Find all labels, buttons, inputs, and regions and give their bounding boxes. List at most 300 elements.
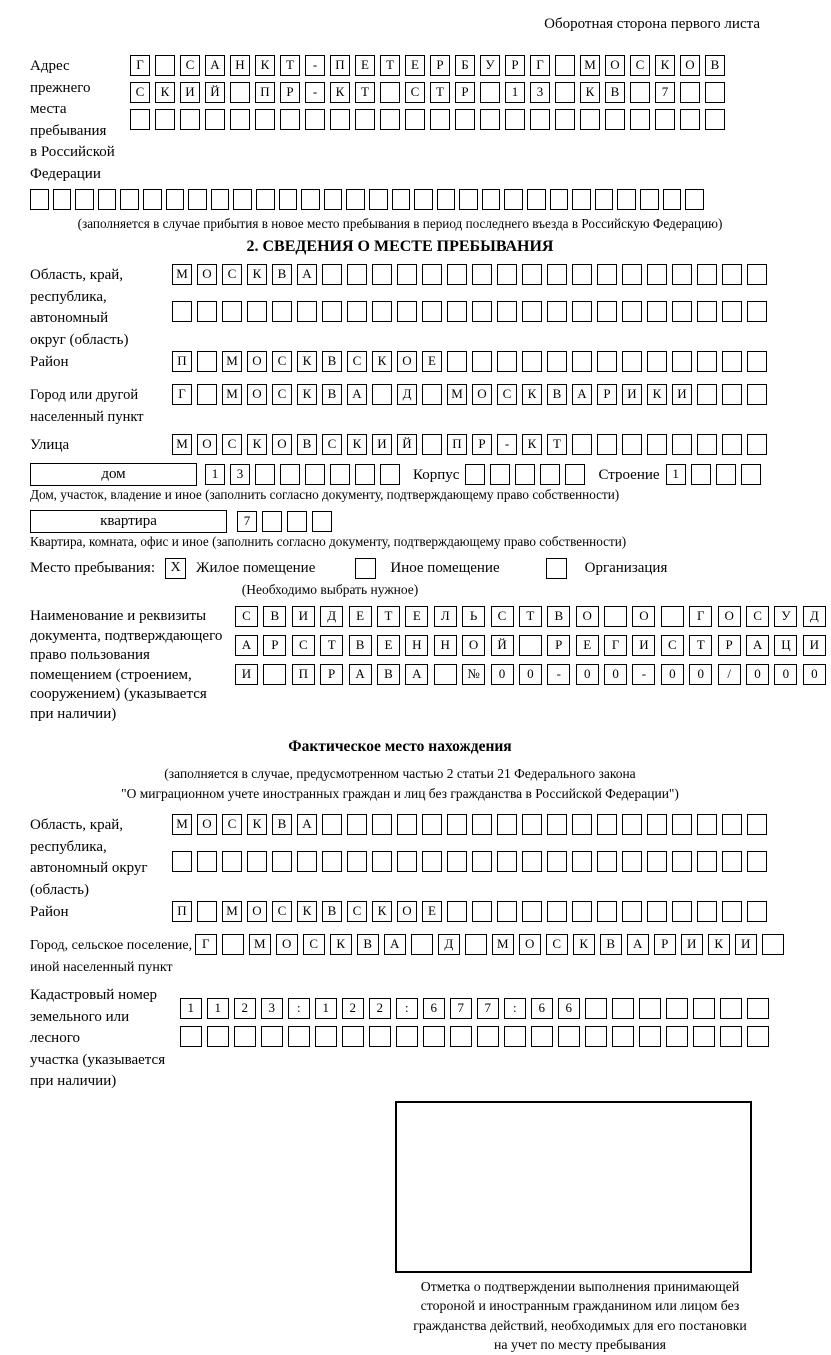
char-cell[interactable]: О <box>472 384 492 405</box>
char-cell[interactable]: Е <box>576 635 599 656</box>
char-cell[interactable] <box>233 189 252 210</box>
char-cell[interactable] <box>172 301 192 322</box>
char-cell[interactable]: О <box>272 434 292 455</box>
char-cell[interactable]: А <box>205 55 225 76</box>
char-cell[interactable] <box>527 189 546 210</box>
char-cell[interactable] <box>672 434 692 455</box>
char-cell[interactable] <box>397 264 417 285</box>
char-cell[interactable]: О <box>680 55 700 76</box>
char-cell[interactable] <box>663 189 682 210</box>
char-cell[interactable] <box>672 901 692 922</box>
char-cell[interactable] <box>762 934 784 955</box>
char-cell[interactable]: В <box>377 664 400 685</box>
char-cell[interactable]: С <box>272 901 292 922</box>
char-cell[interactable]: К <box>573 934 595 955</box>
char-cell[interactable] <box>555 82 575 103</box>
char-cell[interactable] <box>315 1026 337 1047</box>
char-cell[interactable]: А <box>384 934 406 955</box>
char-cell[interactable]: И <box>180 82 200 103</box>
char-cell[interactable] <box>197 901 217 922</box>
char-cell[interactable] <box>380 109 400 130</box>
char-cell[interactable]: Р <box>320 664 343 685</box>
char-cell[interactable] <box>597 434 617 455</box>
char-cell[interactable]: Н <box>230 55 250 76</box>
char-cell[interactable] <box>230 109 250 130</box>
char-cell[interactable] <box>261 1026 283 1047</box>
char-cell[interactable]: С <box>497 384 517 405</box>
char-cell[interactable] <box>647 351 667 372</box>
char-cell[interactable] <box>722 384 742 405</box>
char-cell[interactable]: С <box>303 934 325 955</box>
char-cell[interactable] <box>280 464 300 485</box>
char-cell[interactable]: О <box>397 351 417 372</box>
char-cell[interactable] <box>497 851 517 872</box>
char-cell[interactable]: Е <box>377 635 400 656</box>
char-cell[interactable]: К <box>372 901 392 922</box>
char-cell[interactable]: 1 <box>666 464 686 485</box>
char-cell[interactable] <box>747 998 769 1019</box>
checkbox-inoe[interactable] <box>355 558 376 579</box>
char-cell[interactable]: В <box>272 264 292 285</box>
char-cell[interactable]: А <box>572 384 592 405</box>
char-cell[interactable]: Р <box>718 635 741 656</box>
char-cell[interactable] <box>437 189 456 210</box>
char-cell[interactable]: 7 <box>477 998 499 1019</box>
char-cell[interactable]: 0 <box>746 664 769 685</box>
char-cell[interactable]: К <box>247 434 267 455</box>
char-cell[interactable] <box>685 189 704 210</box>
char-cell[interactable]: И <box>622 384 642 405</box>
char-cell[interactable]: О <box>197 814 217 835</box>
char-cell[interactable]: : <box>288 998 310 1019</box>
char-cell[interactable]: Д <box>320 606 343 627</box>
char-cell[interactable] <box>301 189 320 210</box>
char-cell[interactable]: 3 <box>530 82 550 103</box>
char-cell[interactable] <box>120 189 139 210</box>
char-cell[interactable] <box>447 351 467 372</box>
char-cell[interactable]: - <box>497 434 517 455</box>
char-cell[interactable] <box>372 384 392 405</box>
char-cell[interactable]: М <box>222 901 242 922</box>
char-cell[interactable]: И <box>681 934 703 955</box>
char-cell[interactable] <box>522 814 542 835</box>
char-cell[interactable]: И <box>372 434 392 455</box>
char-cell[interactable]: С <box>222 814 242 835</box>
char-cell[interactable] <box>672 351 692 372</box>
char-cell[interactable] <box>697 301 717 322</box>
char-cell[interactable] <box>522 351 542 372</box>
char-cell[interactable] <box>572 434 592 455</box>
char-cell[interactable] <box>661 606 684 627</box>
char-cell[interactable]: Г <box>604 635 627 656</box>
char-cell[interactable]: О <box>718 606 741 627</box>
char-cell[interactable] <box>722 851 742 872</box>
char-cell[interactable]: 0 <box>604 664 627 685</box>
char-cell[interactable]: - <box>305 82 325 103</box>
char-cell[interactable] <box>672 264 692 285</box>
char-cell[interactable] <box>447 851 467 872</box>
char-cell[interactable] <box>472 851 492 872</box>
char-cell[interactable] <box>447 264 467 285</box>
char-cell[interactable]: И <box>632 635 655 656</box>
char-cell[interactable]: Ц <box>774 635 797 656</box>
char-cell[interactable]: О <box>247 384 267 405</box>
char-cell[interactable] <box>572 851 592 872</box>
char-cell[interactable]: Б <box>455 55 475 76</box>
char-cell[interactable] <box>98 189 117 210</box>
char-cell[interactable]: С <box>630 55 650 76</box>
char-cell[interactable] <box>455 109 475 130</box>
char-cell[interactable] <box>234 1026 256 1047</box>
char-cell[interactable]: 0 <box>689 664 712 685</box>
char-cell[interactable]: А <box>746 635 769 656</box>
char-cell[interactable] <box>465 934 487 955</box>
char-cell[interactable] <box>322 814 342 835</box>
char-cell[interactable] <box>423 1026 445 1047</box>
char-cell[interactable]: С <box>661 635 684 656</box>
char-cell[interactable]: М <box>580 55 600 76</box>
char-cell[interactable] <box>622 264 642 285</box>
char-cell[interactable] <box>547 814 567 835</box>
checkbox-zhiloe[interactable]: X <box>165 558 186 579</box>
char-cell[interactable]: Р <box>280 82 300 103</box>
char-cell[interactable] <box>697 264 717 285</box>
char-cell[interactable]: К <box>522 384 542 405</box>
char-cell[interactable] <box>255 464 275 485</box>
char-cell[interactable] <box>355 464 375 485</box>
char-cell[interactable]: К <box>655 55 675 76</box>
char-cell[interactable] <box>612 998 634 1019</box>
char-cell[interactable] <box>472 814 492 835</box>
char-cell[interactable] <box>720 1026 742 1047</box>
char-cell[interactable] <box>222 851 242 872</box>
char-cell[interactable] <box>558 1026 580 1047</box>
char-cell[interactable] <box>705 109 725 130</box>
char-cell[interactable]: К <box>247 814 267 835</box>
char-cell[interactable] <box>482 189 501 210</box>
char-cell[interactable] <box>397 814 417 835</box>
char-cell[interactable] <box>572 301 592 322</box>
char-cell[interactable] <box>617 189 636 210</box>
char-cell[interactable]: С <box>235 606 258 627</box>
char-cell[interactable] <box>396 1026 418 1047</box>
char-cell[interactable] <box>405 109 425 130</box>
char-cell[interactable] <box>430 109 450 130</box>
char-cell[interactable] <box>550 189 569 210</box>
char-cell[interactable] <box>497 264 517 285</box>
char-cell[interactable]: / <box>718 664 741 685</box>
char-cell[interactable] <box>697 814 717 835</box>
char-cell[interactable]: 1 <box>180 998 202 1019</box>
char-cell[interactable]: Т <box>519 606 542 627</box>
char-cell[interactable]: Т <box>380 55 400 76</box>
char-cell[interactable] <box>722 814 742 835</box>
char-cell[interactable]: Р <box>547 635 570 656</box>
char-cell[interactable] <box>747 351 767 372</box>
char-cell[interactable] <box>722 351 742 372</box>
char-cell[interactable]: Р <box>654 934 676 955</box>
char-cell[interactable] <box>622 814 642 835</box>
char-cell[interactable] <box>272 301 292 322</box>
char-cell[interactable] <box>422 264 442 285</box>
char-cell[interactable]: В <box>357 934 379 955</box>
char-cell[interactable] <box>380 82 400 103</box>
char-cell[interactable] <box>172 851 192 872</box>
char-cell[interactable] <box>572 814 592 835</box>
char-cell[interactable]: М <box>172 434 192 455</box>
char-cell[interactable]: Р <box>263 635 286 656</box>
char-cell[interactable]: С <box>405 82 425 103</box>
char-cell[interactable] <box>459 189 478 210</box>
char-cell[interactable]: Д <box>438 934 460 955</box>
char-cell[interactable] <box>647 434 667 455</box>
char-cell[interactable] <box>422 814 442 835</box>
char-cell[interactable]: И <box>672 384 692 405</box>
char-cell[interactable] <box>372 851 392 872</box>
char-cell[interactable] <box>207 1026 229 1047</box>
char-cell[interactable] <box>280 109 300 130</box>
char-cell[interactable] <box>434 664 457 685</box>
char-cell[interactable] <box>693 998 715 1019</box>
char-cell[interactable]: К <box>647 384 667 405</box>
char-cell[interactable] <box>180 1026 202 1047</box>
char-cell[interactable] <box>530 109 550 130</box>
char-cell[interactable] <box>647 814 667 835</box>
char-cell[interactable]: 6 <box>531 998 553 1019</box>
char-cell[interactable] <box>197 301 217 322</box>
char-cell[interactable]: - <box>547 664 570 685</box>
char-cell[interactable]: В <box>263 606 286 627</box>
char-cell[interactable] <box>197 351 217 372</box>
char-cell[interactable] <box>555 109 575 130</box>
char-cell[interactable] <box>346 189 365 210</box>
char-cell[interactable]: Е <box>355 55 375 76</box>
char-cell[interactable] <box>397 301 417 322</box>
char-cell[interactable]: Е <box>349 606 372 627</box>
char-cell[interactable]: Р <box>505 55 525 76</box>
char-cell[interactable] <box>595 189 614 210</box>
char-cell[interactable] <box>522 264 542 285</box>
char-cell[interactable]: Е <box>422 901 442 922</box>
char-cell[interactable] <box>639 998 661 1019</box>
char-cell[interactable] <box>622 434 642 455</box>
char-cell[interactable]: Ь <box>462 606 485 627</box>
char-cell[interactable]: В <box>547 384 567 405</box>
char-cell[interactable]: Т <box>430 82 450 103</box>
char-cell[interactable]: Е <box>405 606 428 627</box>
char-cell[interactable]: 7 <box>450 998 472 1019</box>
char-cell[interactable]: К <box>247 264 267 285</box>
char-cell[interactable]: А <box>235 635 258 656</box>
char-cell[interactable] <box>497 301 517 322</box>
char-cell[interactable] <box>75 189 94 210</box>
char-cell[interactable]: У <box>774 606 797 627</box>
char-cell[interactable] <box>666 998 688 1019</box>
char-cell[interactable]: О <box>276 934 298 955</box>
char-cell[interactable]: Н <box>434 635 457 656</box>
char-cell[interactable] <box>741 464 761 485</box>
char-cell[interactable]: С <box>746 606 769 627</box>
char-cell[interactable]: А <box>405 664 428 685</box>
char-cell[interactable] <box>555 55 575 76</box>
char-cell[interactable]: 2 <box>342 998 364 1019</box>
char-cell[interactable] <box>480 82 500 103</box>
char-cell[interactable] <box>547 301 567 322</box>
char-cell[interactable] <box>585 998 607 1019</box>
char-cell[interactable] <box>155 55 175 76</box>
char-cell[interactable] <box>647 851 667 872</box>
char-cell[interactable] <box>347 301 367 322</box>
char-cell[interactable] <box>697 351 717 372</box>
char-cell[interactable] <box>515 464 535 485</box>
char-cell[interactable] <box>572 901 592 922</box>
char-cell[interactable]: С <box>292 635 315 656</box>
char-cell[interactable]: А <box>297 814 317 835</box>
char-cell[interactable]: С <box>180 55 200 76</box>
char-cell[interactable]: К <box>330 934 352 955</box>
char-cell[interactable] <box>622 301 642 322</box>
char-cell[interactable] <box>312 511 332 532</box>
char-cell[interactable]: С <box>322 434 342 455</box>
char-cell[interactable] <box>547 264 567 285</box>
char-cell[interactable] <box>572 264 592 285</box>
char-cell[interactable] <box>166 189 185 210</box>
char-cell[interactable]: С <box>272 351 292 372</box>
char-cell[interactable]: 1 <box>207 998 229 1019</box>
char-cell[interactable]: С <box>347 901 367 922</box>
char-cell[interactable]: С <box>347 351 367 372</box>
char-cell[interactable]: Т <box>280 55 300 76</box>
char-cell[interactable]: Й <box>397 434 417 455</box>
char-cell[interactable] <box>279 189 298 210</box>
char-cell[interactable] <box>472 301 492 322</box>
char-cell[interactable]: В <box>349 635 372 656</box>
char-cell[interactable] <box>372 301 392 322</box>
char-cell[interactable]: К <box>297 384 317 405</box>
char-cell[interactable] <box>585 1026 607 1047</box>
char-cell[interactable] <box>330 464 350 485</box>
char-cell[interactable] <box>722 434 742 455</box>
char-cell[interactable]: 1 <box>205 464 225 485</box>
char-cell[interactable]: И <box>735 934 757 955</box>
char-cell[interactable]: П <box>255 82 275 103</box>
char-cell[interactable]: О <box>605 55 625 76</box>
char-cell[interactable] <box>597 264 617 285</box>
char-cell[interactable] <box>747 814 767 835</box>
char-cell[interactable]: Р <box>455 82 475 103</box>
char-cell[interactable] <box>630 109 650 130</box>
char-cell[interactable] <box>380 464 400 485</box>
char-cell[interactable] <box>490 464 510 485</box>
char-cell[interactable] <box>747 901 767 922</box>
char-cell[interactable]: Й <box>205 82 225 103</box>
char-cell[interactable] <box>347 264 367 285</box>
char-cell[interactable] <box>680 109 700 130</box>
char-cell[interactable]: В <box>705 55 725 76</box>
char-cell[interactable]: О <box>247 351 267 372</box>
char-cell[interactable]: П <box>172 351 192 372</box>
char-cell[interactable] <box>519 635 542 656</box>
char-cell[interactable] <box>647 264 667 285</box>
char-cell[interactable]: К <box>297 351 317 372</box>
char-cell[interactable]: Т <box>355 82 375 103</box>
char-cell[interactable]: К <box>255 55 275 76</box>
char-cell[interactable]: К <box>372 351 392 372</box>
char-cell[interactable] <box>188 189 207 210</box>
char-cell[interactable] <box>322 851 342 872</box>
char-cell[interactable] <box>472 264 492 285</box>
char-cell[interactable] <box>330 109 350 130</box>
char-cell[interactable]: А <box>297 264 317 285</box>
char-cell[interactable] <box>450 1026 472 1047</box>
char-cell[interactable] <box>691 464 711 485</box>
char-cell[interactable] <box>639 1026 661 1047</box>
char-cell[interactable]: Д <box>397 384 417 405</box>
char-cell[interactable] <box>680 82 700 103</box>
char-cell[interactable]: 2 <box>369 998 391 1019</box>
char-cell[interactable]: Г <box>530 55 550 76</box>
char-cell[interactable]: С <box>491 606 514 627</box>
char-cell[interactable] <box>372 264 392 285</box>
char-cell[interactable] <box>722 301 742 322</box>
char-cell[interactable]: С <box>272 384 292 405</box>
char-cell[interactable] <box>197 851 217 872</box>
char-cell[interactable]: Г <box>689 606 712 627</box>
char-cell[interactable]: 0 <box>661 664 684 685</box>
char-cell[interactable]: О <box>462 635 485 656</box>
char-cell[interactable] <box>369 189 388 210</box>
char-cell[interactable]: 0 <box>774 664 797 685</box>
char-cell[interactable]: М <box>447 384 467 405</box>
char-cell[interactable]: В <box>322 351 342 372</box>
char-cell[interactable] <box>414 189 433 210</box>
char-cell[interactable]: М <box>172 264 192 285</box>
char-cell[interactable]: : <box>504 998 526 1019</box>
char-cell[interactable] <box>522 301 542 322</box>
char-cell[interactable] <box>672 814 692 835</box>
char-cell[interactable]: К <box>580 82 600 103</box>
char-cell[interactable] <box>572 189 591 210</box>
char-cell[interactable]: С <box>222 434 242 455</box>
char-cell[interactable] <box>655 109 675 130</box>
char-cell[interactable]: 7 <box>237 511 257 532</box>
char-cell[interactable]: О <box>197 434 217 455</box>
char-cell[interactable]: К <box>347 434 367 455</box>
char-cell[interactable]: 7 <box>655 82 675 103</box>
char-cell[interactable]: Т <box>320 635 343 656</box>
char-cell[interactable] <box>472 901 492 922</box>
char-cell[interactable] <box>647 301 667 322</box>
char-cell[interactable] <box>697 851 717 872</box>
char-cell[interactable]: В <box>600 934 622 955</box>
char-cell[interactable]: Г <box>172 384 192 405</box>
char-cell[interactable] <box>322 264 342 285</box>
char-cell[interactable] <box>722 264 742 285</box>
char-cell[interactable]: Л <box>434 606 457 627</box>
char-cell[interactable] <box>222 301 242 322</box>
char-cell[interactable] <box>480 109 500 130</box>
char-cell[interactable]: М <box>222 351 242 372</box>
char-cell[interactable] <box>465 464 485 485</box>
char-cell[interactable] <box>547 901 567 922</box>
char-cell[interactable]: Й <box>491 635 514 656</box>
char-cell[interactable] <box>640 189 659 210</box>
char-cell[interactable] <box>263 664 286 685</box>
char-cell[interactable] <box>288 1026 310 1047</box>
char-cell[interactable]: 3 <box>261 998 283 1019</box>
char-cell[interactable] <box>422 301 442 322</box>
char-cell[interactable]: 0 <box>576 664 599 685</box>
